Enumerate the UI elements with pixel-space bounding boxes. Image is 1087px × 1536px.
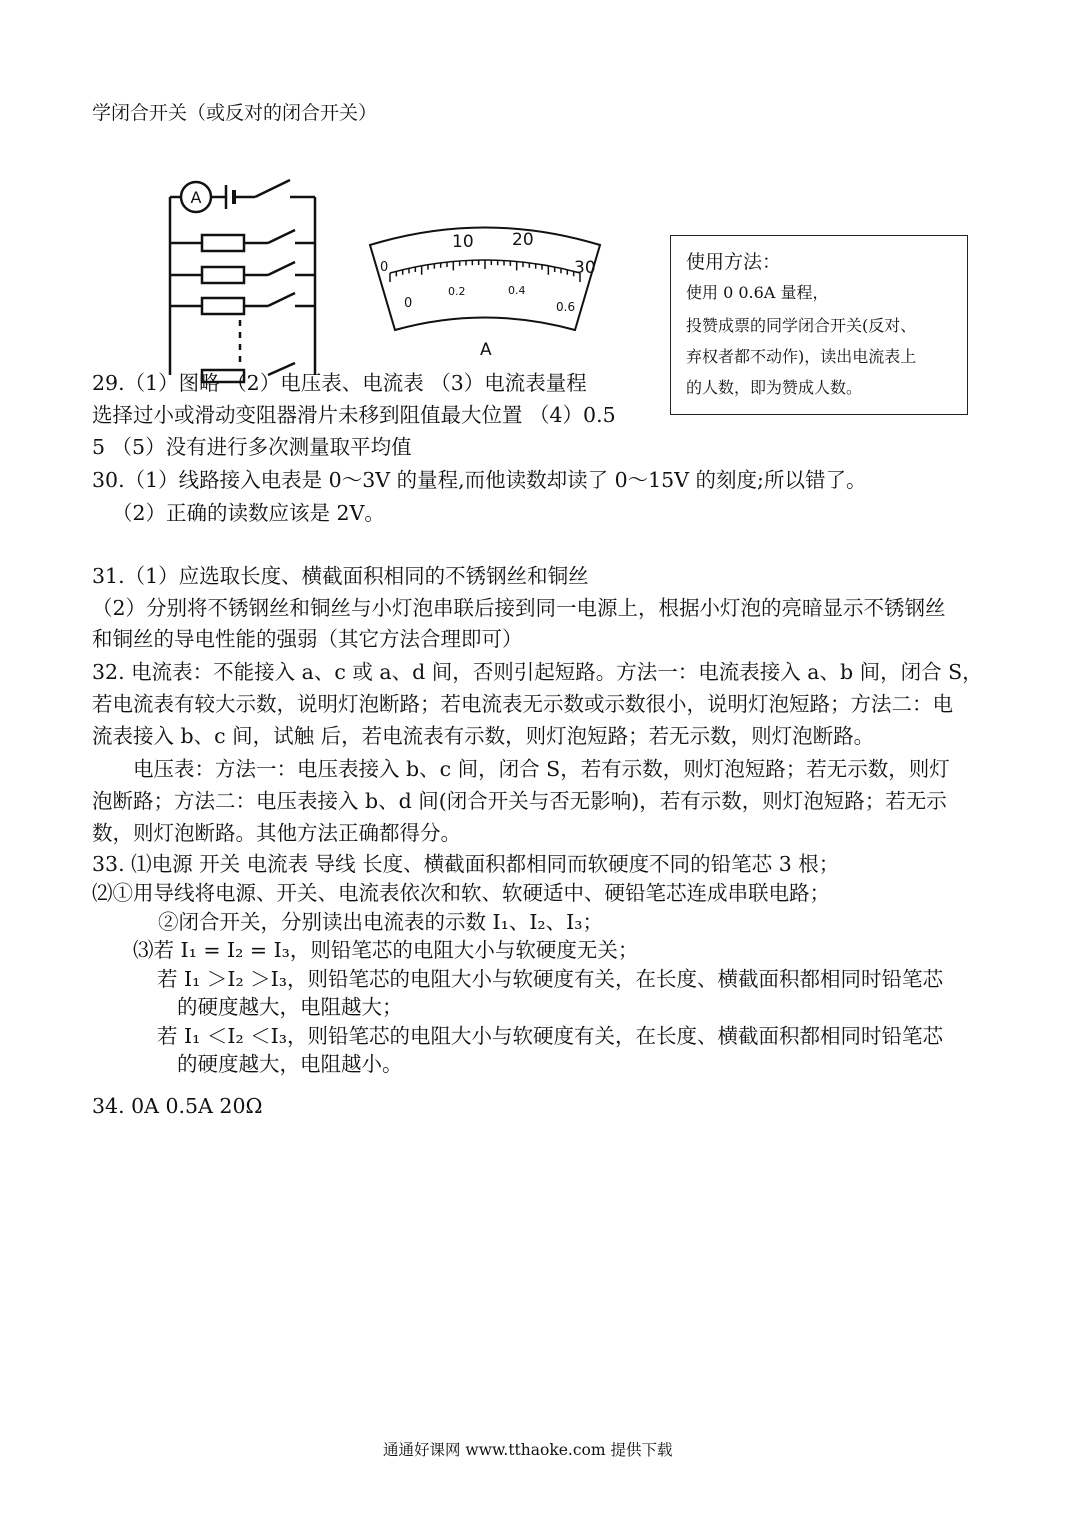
- page-footer: 通通好课网 www.tthaoke.com 提供下载: [383, 1441, 673, 1459]
- answer-29-line-3: 5 （5）没有进行多次测量取平均值: [92, 435, 412, 459]
- answer-33-line-8: 的硬度越大，电阻越小。: [177, 1052, 403, 1076]
- answer-31-line-3: 和铜丝的导电性能的强弱（其它方法合理即可）: [92, 627, 523, 651]
- answer-31-line-2: （2）分别将不锈钢丝和铜丝与小灯泡串联后接到同一电源上，根据小灯泡的亮暗显示不锈钢丝: [92, 596, 946, 620]
- svg-text:0: 0: [380, 260, 389, 275]
- ammeter-symbol: A: [190, 188, 202, 207]
- meter-upper-scale: [380, 230, 596, 278]
- usage-line: 投赞成票的同学闭合开关(反对、: [686, 316, 917, 335]
- circuit-diagram: [160, 175, 330, 375]
- answer-31-line-1: 31.（1）应选取长度、横截面积相同的不锈钢丝和铜丝: [92, 564, 589, 588]
- answer-29-line-1: 29.（1）图略 （2）电压表、电流表 （3）电流表量程: [92, 371, 587, 395]
- usage-instructions-box: [670, 235, 968, 415]
- svg-text:30: 30: [574, 258, 596, 278]
- meter-unit-label: A: [480, 340, 492, 360]
- answer-33-line-2: ⑵①用导线将电源、开关、电流表依次和软、软硬适中、硬铅笔芯连成串联电路；: [92, 881, 830, 905]
- answer-33-line-3: ②闭合开关，分别读出电流表的示数 I₁、I₂、I₃；: [158, 910, 603, 934]
- meter-lower-scale: [404, 284, 575, 314]
- answer-32-line-2: 若电流表有较大示数，说明灯泡断路；若电流表无示数或示数很小，说明灯泡短路；方法二：电: [92, 692, 953, 716]
- answer-32-line-4: 电压表：方法一：电压表接入 b、c 间，闭合 S，若有示数，则灯泡短路；若无示数，则灯: [133, 757, 950, 781]
- answer-34-line-1: 34. 0A 0.5A 20Ω: [92, 1094, 263, 1118]
- ammeter-face: [360, 215, 610, 360]
- answer-30-line-1: 30.（1）线路接入电表是 0～3V 的量程,而他读数却读了 0～15V 的刻度;所以错了。: [92, 468, 867, 492]
- top-line: 学闭合开关（或反对的闭合开关）: [92, 102, 378, 124]
- usage-line: 的人数，即为赞成人数。: [686, 378, 863, 397]
- answer-33-line-7: 若 I₁ ＜I₂ ＜I₃，则铅笔芯的电阻大小与软硬度有关，在长度、横截面积都相同时铅笔芯: [157, 1024, 943, 1048]
- answer-32-line-5: 泡断路；方法二：电压表接入 b、d 间(闭合开关与否无影响)，若有示数，则灯泡短路；若无示: [92, 789, 947, 813]
- answer-33-line-4: ⑶若 I₁ = I₂ = I₃，则铅笔芯的电阻大小与软硬度无关；: [133, 938, 639, 962]
- answer-33-line-1: 33. ⑴电源 开关 电流表 导线 长度、横截面积都相同而软硬度不同的铅笔芯 3 根；: [92, 852, 840, 876]
- svg-text:0.4: 0.4: [508, 284, 526, 297]
- answer-33-line-5: 若 I₁ ＞I₂ ＞I₃，则铅笔芯的电阻大小与软硬度有关，在长度、横截面积都相同时铅笔芯: [157, 967, 943, 991]
- svg-text:0.2: 0.2: [448, 285, 466, 298]
- usage-line: 弃权者都不动作)，读出电流表上: [686, 347, 917, 366]
- svg-text:0.6: 0.6: [556, 300, 576, 314]
- answer-33-line-6: 的硬度越大，电阻越大；: [177, 995, 403, 1019]
- usage-title: 使用方法：: [686, 251, 782, 273]
- answer-29-line-2: 选择过小或滑动变阻器滑片未移到阻值最大位置 （4）0.5: [92, 403, 616, 427]
- usage-line: 使用 0 0.6A 量程，: [686, 283, 829, 302]
- answer-32-line-6: 数，则灯泡断路。其他方法正确都得分。: [92, 821, 461, 845]
- answer-32-line-1: 32. 电流表：不能接入 a、c 或 a、d 间，否则引起短路。方法一：电流表接入 a、b 间，闭合 S，: [92, 660, 983, 684]
- svg-text:10: 10: [452, 232, 474, 252]
- answer-32-line-3: 流表接入 b、c 间，试触 后，若电流表有示数，则灯泡短路；若无示数，则灯泡断路。: [92, 724, 875, 748]
- svg-text:20: 20: [512, 230, 534, 250]
- svg-text:0: 0: [404, 296, 413, 311]
- answer-30-line-2: （2）正确的读数应该是 2V。: [112, 501, 385, 525]
